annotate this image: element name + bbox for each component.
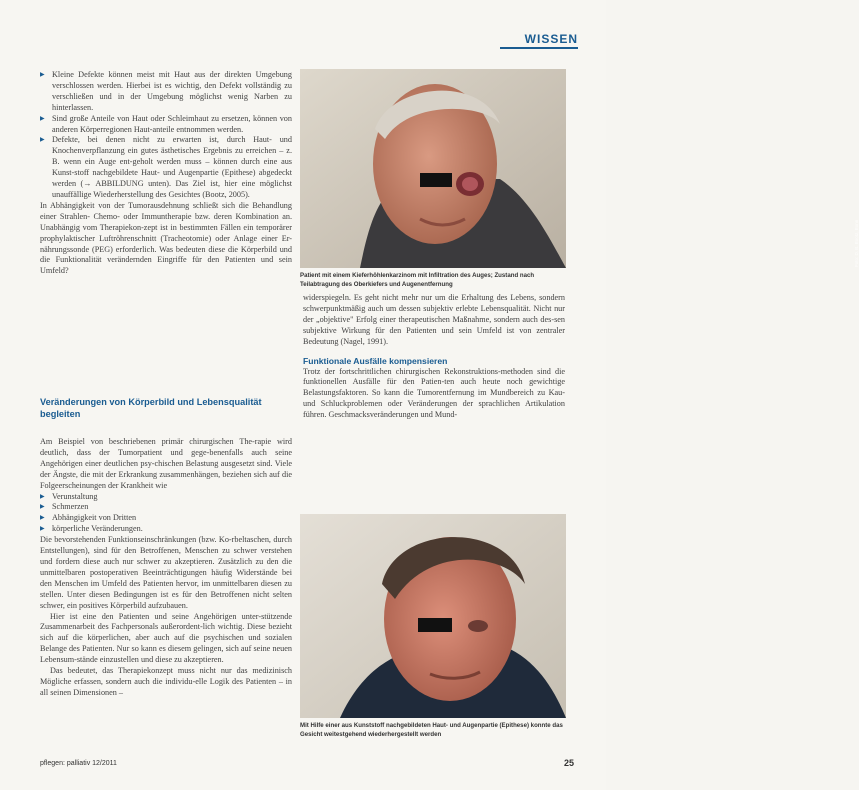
list-item: ▶ Verunstaltung (40, 492, 292, 503)
photo-caption-before: Patient mit einem Kieferhöhlenkarzinom mit Infiltration des Auges; Zustand nach Teilabtragung des Oberkiefers und Augenentfernung (300, 272, 535, 288)
right-column-middle (303, 293, 565, 421)
subheading-body-image: Veränderungen von Körperbild und Lebensqualität begleiten (40, 397, 262, 419)
list-item: ▶ Sind große Anteile von Haut oder Schleimhaut zu ersetzen, können von anderen Körperregionen Haut-anteile entnommen werden. (40, 114, 292, 136)
body-paragraph: In Abhängigkeit von der Tumorausdehnung schließt sich die Behandlung einer Strahlen- Chemo- oder Immuntherapie bzw. deren Kombination an. Unabhängig vom Therapiekon-zept ist in bestimmten Fällen ein temporärer prophylaktischer Luftröhrenschnitt (Tracheotomie) oder Anlage einer Er-nährungssonde (PEG) erforderlich. Was bedeuten diese die Körperbild und die Funktionalität verändernden Eingriffe für den Patienten und sein Umfeld? (40, 200, 292, 276)
body-paragraph: Das bedeutet, das Therapiekonzept muss nicht nur das medizinisch Mögliche erfassen, sondern auch die individu-elle Logik des Patienten – in all seinen Dimensionen – (40, 666, 292, 697)
list-item: ▶ Kleine Defekte können meist mit Haut aus der direkten Umgebung verschlossen werden. Hierbei ist es wichtig, den Defekt vollständig zu verschließen und in der Umgebung möglichst wenig Narben zu hinterlassen. (40, 70, 292, 114)
bullet-list-top (40, 70, 292, 201)
body-paragraph: Hier ist eine den Patienten und seine Angehörigen unter-stützende Zusammenarbeit des Fachpersonals außerordent-lich wichtig. Diese bezieht sich auf die körperlichen, aber auch auf die psychischen und sozialen Belange des Patienten. Nur so kann es diesem gelingen, sich auf seine neuen Lebensum-stände einzustellen und diese zu akzeptieren. (40, 611, 292, 665)
patient-photo-before (300, 69, 859, 268)
bullet-list-fears (40, 492, 292, 536)
section-label: WISSEN (524, 32, 578, 46)
list-item: ▶ Abhängigkeit von Dritten (40, 513, 292, 524)
list-item: ▶ Schmerzen (40, 502, 292, 513)
list-item: ▶ körperliche Veränderungen. (40, 524, 292, 535)
body-paragraph: Am Beispiel von beschriebenen primär chirurgischen The-rapie wird deutlich, dass der Tumorpatient und gege-benenfalls auch seine Angehörigen einer deutlichen psy-chischen Belastung ausgesetzt sind. Viele der Ängste, die mit der Erkrankung zusammenhängen, beziehen sich auf die Folgeerscheinungen der Krankheit wie (40, 437, 292, 490)
body-paragraph: Trotz der fortschrittlichen chirurgischen Rekonstruktions-methoden sind die funktionellen Ausfälle für den Patien-ten auch heute noch gewichtige Belastungsfaktoren. So kann die Tumorentfernung im Mundbereich zu Kau- und Schluckproblemen oder Veränderungen der sprachlichen Artikulation führen. Geschmacksveränderungen und Mund- (303, 366, 565, 420)
page-number: 25 (563, 758, 574, 768)
body-paragraph: widerspiegeln. Es geht nicht mehr nur um die Erhaltung des Lebens, sondern schwerpunktmäßig auch um dessen subjektiv erlebte Lebensqualität. Nicht nur der „objektive" Erfolg einer therapeutischen Maßnahme, sondern auch des-sen subjektive Wirkung für den Patienten und sein Umfeld ist von zentraler Bedeutung (Nagel, 1991). (303, 293, 565, 346)
section-rule (500, 47, 578, 49)
list-item: ▶ Defekte, bei denen nicht zu erwarten ist, durch Haut- und Knochenverpflanzung ein gutes ästhetisches Ergebnis zu erreichen – z. B. wenn ein Auge ent-geholt werden muss – können durch eine aus Kunst-stoff nachgebildete Haut- und Augenpartie (Epithese) abgedeckt werden (→ ABBILDUNG unten). Das Ziel ist, hier eine möglichst unauffällige Wiederherstellung des Gesichtes (Bootz, 2005). (40, 135, 292, 200)
left-column-top (40, 70, 292, 277)
patient-photo-after-image (300, 514, 566, 718)
left-column-bottom (40, 437, 292, 699)
photo-caption-after: Mit Hilfe einer aus Kunststoff nachgebildeten Haut- und Augenpartie (Epithese) konnte das Gesicht weitestgehend wiederhergestellt werden (300, 722, 563, 738)
body-paragraph: Die bevorstehenden Funktionseinschränkungen (bzw. Ko-rbeltaschen, durch Entstellungen), sind für den Betroffenen, Menschen zu schwer verstehen und fordern diese auch nur schwer zu akzeptieren. Zusätzlich zu den die unmittelbaren postoperativen Beeinträchtigungen häufig Widerstände bei den Menschen im Umfeld des Patienten hervor, im unmittelbaren diesen zu stellen. Unter diesen Bedingungen ist es für den Betroffenen nicht selten schwer, ein positives Körperbild aufzubauen. (40, 535, 292, 610)
patient-photo-before-image (300, 69, 566, 268)
journal-footer: pflegen: palliativ 12/2011 (40, 760, 117, 767)
photo-credit: Foto: D. B. Bootz, Bonn (854, 219, 859, 267)
subheading-functional: Funktionale Ausfälle kompensieren (303, 355, 448, 366)
patient-photo-after (300, 514, 566, 718)
